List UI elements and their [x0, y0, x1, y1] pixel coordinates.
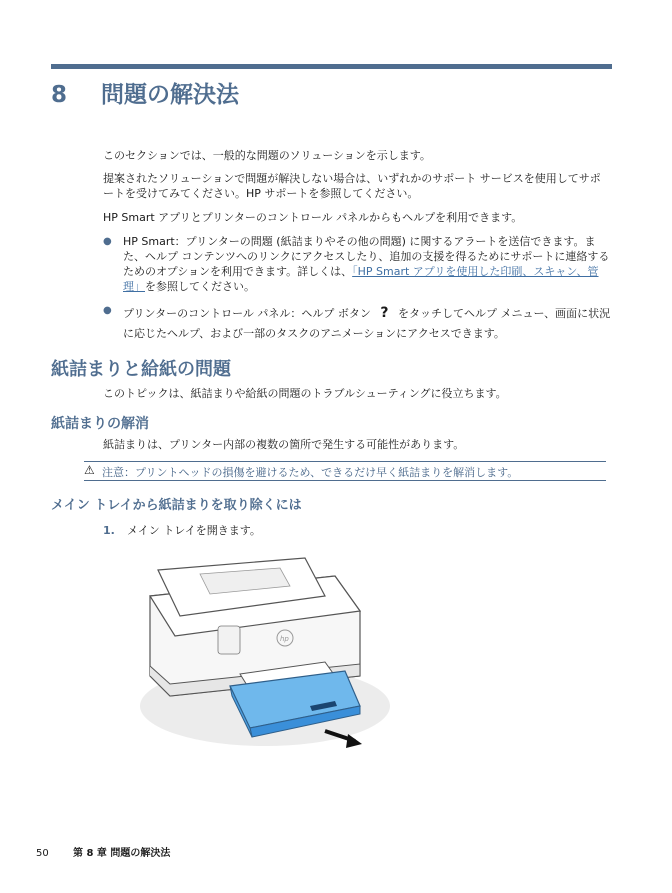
bullet-hp-smart-after: を参照してください。 — [145, 280, 255, 293]
intro-paragraph-3: HP Smart アプリとプリンターのコントロール パネルからもヘルプを利用できます。 — [103, 211, 523, 224]
intro-paragraph-1: このセクションでは、一般的な問題のソリューションを示します。 — [103, 149, 431, 162]
intro-paragraph-2: 提案されたソリューションで問題が解決しない場合は、いずれかのサポート サービスを使用してサポートを受けてみてください。HP サポートを参照してください。 — [103, 172, 601, 200]
help-icon: ? — [380, 305, 389, 321]
page-number: 50 — [36, 848, 49, 859]
caution-note — [84, 461, 606, 481]
printer-tray-illustration — [130, 556, 390, 756]
svg-text:hp: hp — [280, 635, 289, 643]
hp-smart-link[interactable]: 「HP Smart アプリを使用した印刷、スキャン、管理」 — [123, 265, 599, 293]
bullet-text — [123, 303, 611, 344]
bullet-dot: ● — [103, 305, 112, 316]
bullet-hp-smart — [103, 234, 611, 294]
step-text: メイン トレイを開きます。 — [127, 524, 261, 537]
chapter-heading — [51, 76, 239, 109]
chapter-title: 問題の解決法 — [101, 82, 239, 108]
section-title-paper-issues: 紙詰まりと給紙の問題 — [51, 359, 231, 380]
bullet-dot: ● — [103, 236, 112, 247]
section-title-main-tray: メイン トレイから紙詰まりを取り除くには — [51, 498, 302, 513]
warning-icon: ⚠ — [84, 463, 95, 477]
chapter-number: 8 — [51, 82, 68, 108]
bullet-control-panel-text: プリンターのコントロール パネル：ヘルプ ボタン — [123, 307, 371, 320]
chapter-rule — [51, 64, 612, 69]
section2-body: 紙詰まりは、プリンター内部の複数の箇所で発生する可能性があります。 — [103, 438, 465, 451]
page-footer — [36, 844, 170, 859]
step-number: 1. — [103, 524, 115, 537]
bullet-hp-smart-text: HP Smart：プリンターの問題 (紙詰まりやその他の問題) に関するアラートを送信できます。また、ヘルプ コンテンツへのリンクにアクセスしたり、追加の支援を得るためにサポートに連絡するためのオプションを利用できます。詳しくは、 — [123, 235, 610, 278]
bullet-control-panel — [103, 303, 611, 339]
caution-text: 注意：プリントヘッドの損傷を避けるため、できるだけ早く紙詰まりを解消します。 — [102, 466, 519, 479]
step-1 — [103, 522, 261, 538]
bullet-control-panel-after: をタッチしてヘルプ メニュー、画面に状況に応じたヘルプ、および一部のタスクのアニメーションにアクセスできます。 — [123, 307, 611, 340]
section-title-clear-jams: 紙詰まりの解消 — [51, 416, 149, 432]
section1-body: このトピックは、紙詰まりや給紙の問題のトラブルシューティングに役立ちます。 — [103, 387, 507, 400]
footer-chapter: 第 8 章 問題の解決法 — [73, 848, 171, 859]
bullet-text — [123, 234, 611, 294]
